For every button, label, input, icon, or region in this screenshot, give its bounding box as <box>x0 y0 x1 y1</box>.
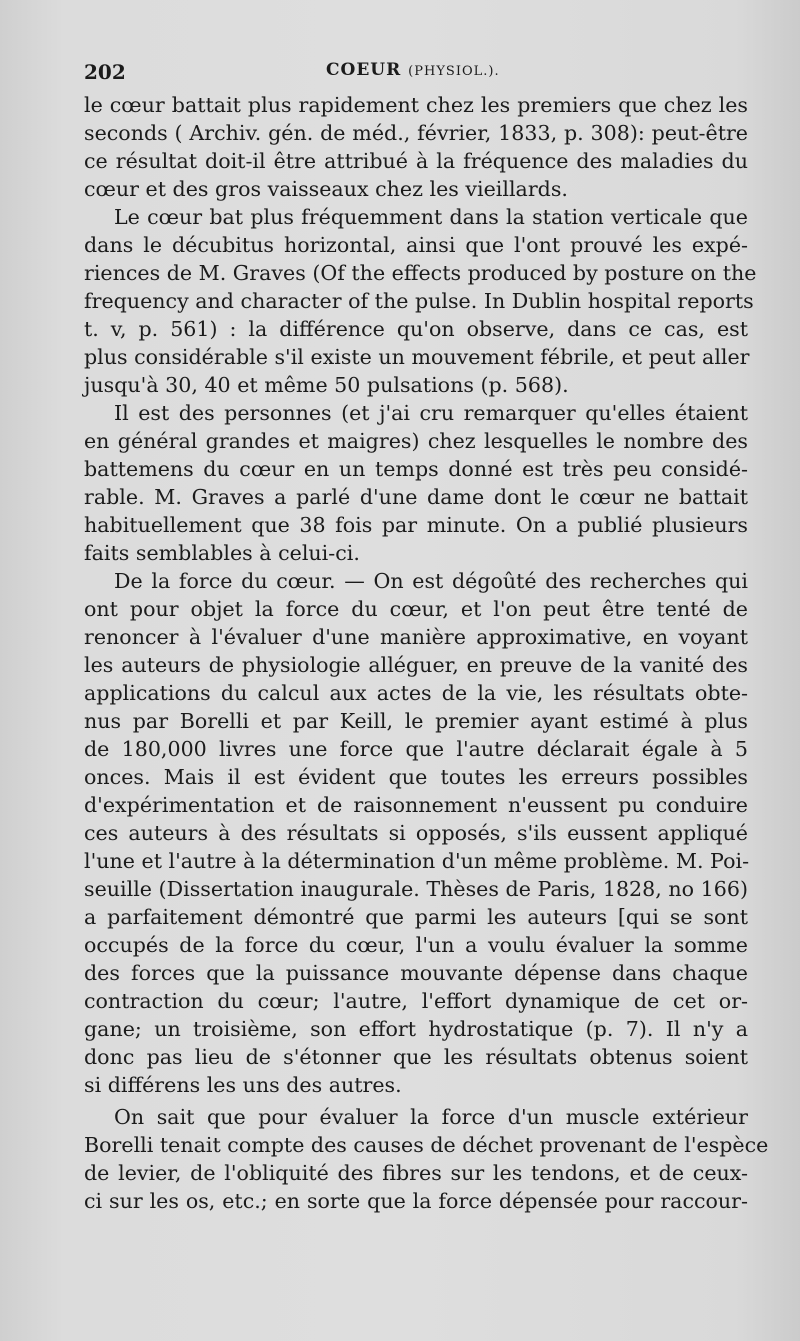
text-line: seconds ( Archiv. gén. de méd., février, 1833, p. 308): peut-être <box>84 121 748 145</box>
text-line: habituellement que 38 fois par minute. On a publié plusieurs <box>84 513 748 537</box>
text-line: De la force du cœur. — On est dégoûté des recherches qui <box>114 569 748 593</box>
text-line: rable. M. Graves a parlé d'une dame dont le cœur ne battait <box>84 485 748 509</box>
running-head <box>326 60 500 80</box>
text-line: ci sur les os, etc.; en sorte que la force dépensée pour raccour- <box>84 1189 748 1213</box>
text-line: frequency and character of the pulse. In Dublin hospital reports <box>84 289 754 313</box>
text-line: Il est des personnes (et j'ai cru remarquer qu'elles étaient <box>114 401 748 425</box>
text-line: seuille (Dissertation inaugurale. Thèses de Paris, 1828, no 166) <box>84 877 748 901</box>
text-line: On sait que pour évaluer la force d'un muscle extérieur <box>114 1105 748 1129</box>
text-line: riences de M. Graves (Of the effects produced by posture on the <box>84 261 757 285</box>
text-line: l'une et l'autre à la détermination d'un même problème. M. Poi- <box>84 849 750 873</box>
text-line: le cœur battait plus rapidement chez les premiers que chez les <box>84 93 748 117</box>
text-line: si différens les uns des autres. <box>84 1073 402 1097</box>
text-line: Le cœur bat plus fréquemment dans la station verticale que <box>114 205 748 229</box>
page-number: 202 <box>84 60 126 84</box>
text-line: applications du calcul aux actes de la vie, les résultats obte- <box>84 681 748 705</box>
text-line: occupés de la force du cœur, l'un a voulu évaluer la somme <box>84 933 748 957</box>
text-line: Borelli tenait compte des causes de déchet provenant de l'espèce <box>84 1133 769 1157</box>
page-header <box>84 60 748 90</box>
text-line: de levier, de l'obliquité des fibres sur les tendons, et de ceux- <box>84 1161 748 1185</box>
text-line: a parfaitement démontré que parmi les auteurs [qui se sont <box>84 905 748 929</box>
text-line: renoncer à l'évaluer d'une manière approximative, en voyant <box>84 625 748 649</box>
text-line: jusqu'à 30, 40 et même 50 pulsations (p. 568). <box>84 373 569 397</box>
text-line: battemens du cœur en un temps donné est très peu considé- <box>84 457 748 481</box>
text-line: d'expérimentation et de raisonnement n'eussent pu conduire <box>84 793 748 817</box>
text-line: nus par Borelli et par Keill, le premier ayant estimé à plus <box>84 709 748 733</box>
text-line: contraction du cœur; l'autre, l'effort dynamique de cet or- <box>84 989 748 1013</box>
text-line: t. v, p. 561) : la différence qu'on observe, dans ce cas, est <box>84 317 748 341</box>
text-line: faits semblables à celui-ci. <box>84 541 360 565</box>
running-head-sub: (PHYSIOL.). <box>408 64 500 79</box>
text-line: de 180,000 livres une force que l'autre déclarait égale à 5 <box>84 737 748 761</box>
text-line: donc pas lieu de s'étonner que les résultats obtenus soient <box>84 1045 748 1069</box>
text-line: plus considérable s'il existe un mouvement fébrile, et peut aller <box>84 345 750 369</box>
text-line: en général grandes et maigres) chez lesquelles le nombre des <box>84 429 748 453</box>
text-line: cœur et des gros vaisseaux chez les vieillards. <box>84 177 568 201</box>
text-line: les auteurs de physiologie alléguer, en preuve de la vanité des <box>84 653 748 677</box>
text-line: dans le décubitus horizontal, ainsi que l'ont prouvé les expé- <box>84 233 748 257</box>
text-line: des forces que la puissance mouvante dépense dans chaque <box>84 961 748 985</box>
text-line: ont pour objet la force du cœur, et l'on peut être tenté de <box>84 597 748 621</box>
text-line: onces. Mais il est évident que toutes les erreurs possibles <box>84 765 748 789</box>
text-line: gane; un troisième, son effort hydrostatique (p. 7). Il n'y a <box>84 1017 748 1041</box>
text-line: ces auteurs à des résultats si opposés, s'ils eussent appliqué <box>84 821 748 845</box>
text-line: ce résultat doit-il être attribué à la fréquence des maladies du <box>84 149 748 173</box>
running-head-main: COEUR <box>326 60 402 80</box>
body-text <box>84 91 769 1215</box>
